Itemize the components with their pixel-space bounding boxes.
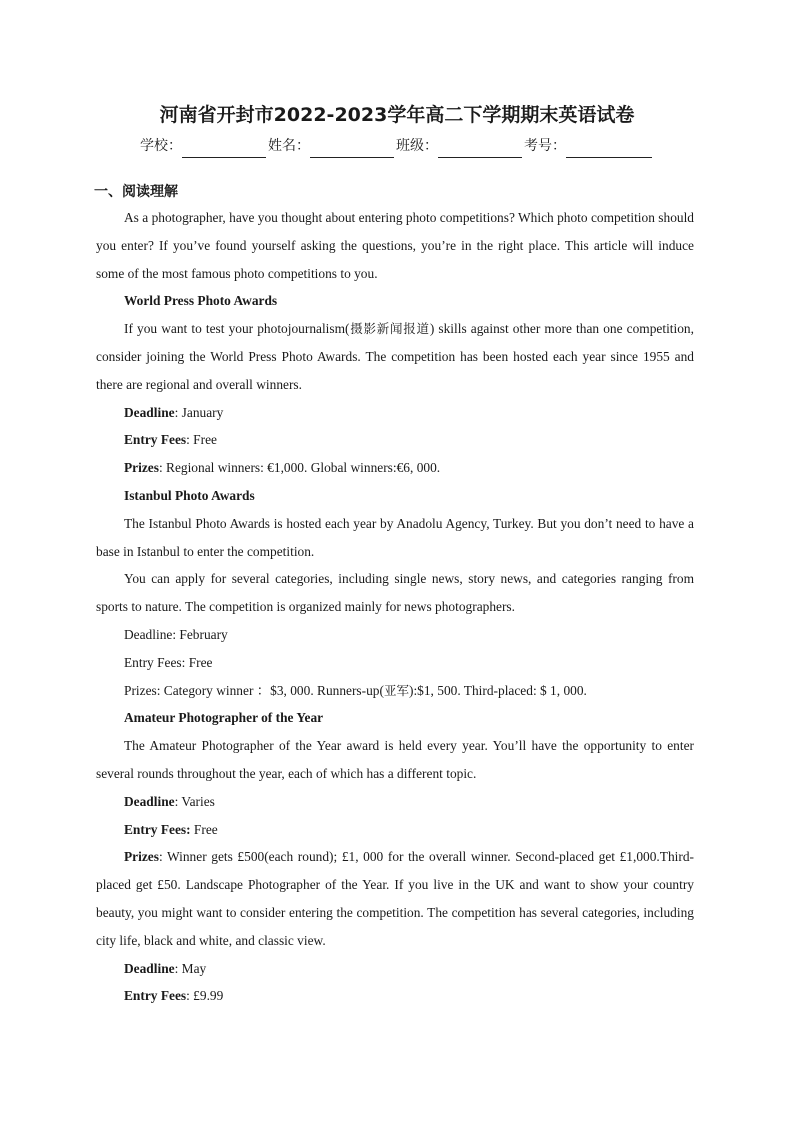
istanbul-deadline: Deadline: February — [124, 626, 228, 642]
school-label: 学校： — [140, 138, 182, 154]
istanbul-fees: Entry Fees: Free — [124, 654, 213, 670]
world-press-body — [96, 315, 694, 398]
prizes-label: Prizes — [124, 460, 159, 476]
student-info-line — [0, 134, 794, 158]
exam-number-label: 考号： — [524, 138, 566, 154]
section-heading: 一、阅读理解 — [94, 184, 178, 200]
reading-section — [96, 180, 694, 1010]
deadline-label: Deadline — [124, 960, 175, 976]
prizes-label: Prizes — [124, 849, 159, 865]
amateur-fees — [96, 816, 694, 844]
world-press-body-end: ) skills against other more than one competition, consider joining the World Press Photo Awards. The competition has been hosted each year since 1955 and there are regional and overall winners. — [96, 321, 694, 392]
world-press-fees — [96, 426, 694, 454]
deadline-value: : Varies — [174, 793, 215, 809]
fees-value: : £9.99 — [186, 988, 224, 1004]
istanbul-prizes-start: Prizes: Category winner ：$3, 000. Runners-up( — [124, 682, 384, 698]
deadline-label: Deadline — [124, 793, 175, 809]
landscape-deadline — [96, 955, 694, 983]
world-press-deadline — [96, 399, 694, 427]
istanbul-body-2: You can apply for several categories, including single news, story news, and categories ranging from sports to nature. The competition is organized mainly for news photographers. — [96, 571, 694, 615]
landscape-fees — [96, 982, 694, 1010]
fees-label: Entry Fees — [124, 432, 187, 448]
amateur-prizes — [96, 843, 694, 954]
name-blank[interactable] — [310, 141, 394, 158]
class-blank[interactable] — [438, 141, 522, 158]
world-press-prizes — [96, 454, 694, 482]
deadline-value: : May — [174, 960, 207, 976]
class-label: 班级： — [396, 138, 438, 154]
school-blank[interactable] — [182, 141, 266, 158]
prizes-value: : Regional winners: €1,000. Global winners:€6, 000. — [158, 460, 441, 476]
deadline-label: Deadline — [124, 404, 175, 420]
page-title: 河南省开封市2022-2023学年高二下学期期末英语试卷 — [159, 104, 635, 126]
prizes-value: : Winner gets £500(each round); £1, 000 for the overall winner. Second-placed get £1,000.Third-placed get £50. Landscape Photographer of the Year. If you live in the UK and want to show your country beauty, you might want to consider entering the competition. The competition has several categories, including city life, black and white, and classic view. — [96, 849, 694, 948]
fees-label: Entry Fees — [124, 988, 187, 1004]
name-label: 姓名： — [268, 138, 310, 154]
amateur-deadline — [96, 788, 694, 816]
amateur-body: The Amateur Photographer of the Year award is held every year. You’ll have the opportunity to enter several rounds throughout the year, each of which has a different topic. — [96, 738, 694, 781]
intro-paragraph: As a photographer, have you thought about entering photo competitions? Which photo competition should you enter? If you’ve found yourself asking the questions, you’re in the right place. This article will induce some of the most famous photo competitions to you. — [96, 210, 694, 281]
istanbul-prizes — [96, 677, 694, 705]
fees-value: : Free — [186, 432, 217, 448]
amateur-heading: Amateur Photographer of the Year — [124, 710, 324, 726]
istanbul-prizes-zh: 亚军 — [383, 682, 409, 698]
fees-value: Free — [190, 821, 218, 837]
world-press-heading: World Press Photo Awards — [124, 293, 278, 309]
world-press-body-zh: 摄影新闻报道 — [349, 321, 430, 337]
fees-label: Entry Fees: — [124, 821, 191, 837]
istanbul-body-1: The Istanbul Photo Awards is hosted each year by Anadolu Agency, Turkey. But you don’t need to have a base in Istanbul to enter the competition. — [96, 515, 694, 559]
istanbul-heading: Istanbul Photo Awards — [124, 487, 255, 503]
istanbul-prizes-end: ):$1, 500. Third-placed: $ 1, 000. — [408, 682, 587, 698]
world-press-body-start: If you want to test your photojournalism( — [124, 321, 350, 337]
exam-number-blank[interactable] — [566, 141, 652, 158]
deadline-value: : January — [174, 404, 224, 420]
